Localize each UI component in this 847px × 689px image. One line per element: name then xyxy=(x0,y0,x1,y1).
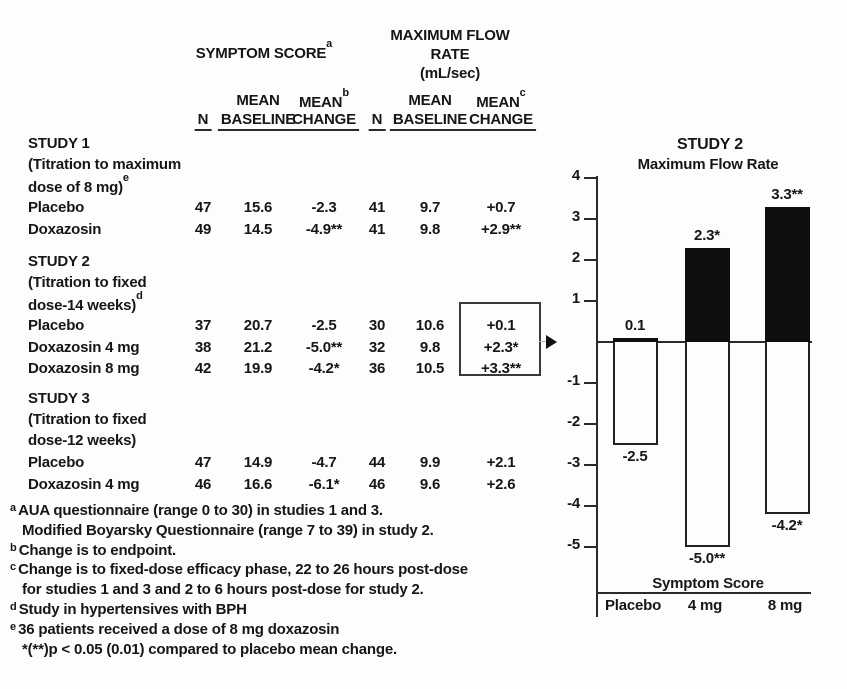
max-flow-line1: MAXIMUM FLOW xyxy=(390,27,510,44)
column-header: BASELINE xyxy=(390,111,470,131)
y-axis-tick xyxy=(584,423,597,425)
footnote-marker: b xyxy=(10,542,17,554)
y-axis-tick-label: -4 xyxy=(567,495,580,512)
y-axis-tick-label: -1 xyxy=(567,372,580,389)
footnote-marker: c xyxy=(10,561,17,573)
column-header-top: MEAN$^c$ xyxy=(476,87,526,111)
column-header-top: MEAN$^b$ xyxy=(298,87,350,111)
table-cell: 9.9 xyxy=(419,454,441,471)
table-cell: +3.3** xyxy=(480,360,522,377)
footnote-marker: d xyxy=(10,601,17,613)
table-cell: 20.7 xyxy=(243,317,273,334)
table-cell: 10.6 xyxy=(415,317,445,334)
table-cell: -2.5 xyxy=(311,317,337,334)
study-title: STUDY 1 xyxy=(28,135,90,152)
symptom-score-bar xyxy=(613,342,658,445)
symptom-score-bar xyxy=(765,342,810,514)
symptom-score-bar-value: -5.0** xyxy=(688,550,726,567)
y-axis-tick xyxy=(584,505,597,507)
table-cell: 9.8 xyxy=(419,221,441,238)
flow-rate-bar-value: 3.3** xyxy=(771,186,803,203)
y-axis-tick-label: -5 xyxy=(567,536,580,553)
table-cell: 47 xyxy=(194,454,212,471)
flow-rate-bar xyxy=(685,248,730,342)
y-axis-tick xyxy=(584,546,597,548)
study-title: STUDY 2 xyxy=(28,253,90,270)
table-cell: 37 xyxy=(194,317,212,334)
table-cell: 42 xyxy=(194,360,212,377)
max-flow-line3: (mL/sec) xyxy=(419,65,481,82)
table-cell: +2.3* xyxy=(483,339,519,356)
x-axis-category-label: Placebo xyxy=(604,597,662,614)
table-cell: 41 xyxy=(368,221,386,238)
column-header: BASELINE xyxy=(218,111,298,131)
table-cell: -5.0** xyxy=(305,339,343,356)
y-axis-tick xyxy=(584,218,597,220)
treatment-row-label: Placebo xyxy=(28,199,85,216)
column-header-top: MEAN xyxy=(236,92,280,109)
table-cell: -2.3 xyxy=(311,199,337,216)
table-cell: 15.6 xyxy=(243,199,273,216)
table-cell: 9.7 xyxy=(419,199,441,216)
column-header: CHANGE xyxy=(289,111,359,131)
flow-rate-bar xyxy=(765,207,810,342)
flow-rate-bar-value: 0.1 xyxy=(624,317,646,334)
table-cell: 14.9 xyxy=(243,454,273,471)
footnote-line: $^b$ Change is to endpoint. xyxy=(10,542,176,559)
column-header-footnote-ref: c xyxy=(519,87,526,99)
table-cell: +2.1 xyxy=(486,454,516,471)
table-cell: -4.2* xyxy=(308,360,340,377)
treatment-row-label: Doxazosin 4 mg xyxy=(28,476,140,493)
treatment-row-label: Doxazosin xyxy=(28,221,102,238)
table-cell: -4.7 xyxy=(311,454,337,471)
symptom-score-label: SYMPTOM SCORE xyxy=(195,45,327,62)
study-subtitle: (Titration to fixed xyxy=(28,411,147,428)
table-cell: 21.2 xyxy=(243,339,273,356)
chart-subtitle: Maximum Flow Rate xyxy=(637,156,779,173)
table-cell: 10.5 xyxy=(415,360,445,377)
table-cell: -4.9** xyxy=(305,221,343,238)
flow-rate-bar-value: 2.3* xyxy=(694,227,720,244)
y-axis-tick-label: 3 xyxy=(571,208,580,225)
y-axis-tick xyxy=(584,382,597,384)
symptom-score-bar-value: -4.2* xyxy=(771,517,803,534)
column-header-top: MEAN xyxy=(408,92,452,109)
table-cell: 14.5 xyxy=(243,221,273,238)
study-footnote-ref: e xyxy=(122,172,130,184)
table-cell: 9.6 xyxy=(419,476,441,493)
study2-flow-change-highlight-box xyxy=(459,302,541,376)
column-header-footnote-ref: b xyxy=(342,87,350,99)
column-header: CHANGE xyxy=(466,111,536,131)
table-cell: 19.9 xyxy=(243,360,273,377)
table-cell: +0.7 xyxy=(486,199,516,216)
y-axis-line xyxy=(596,176,598,617)
y-axis-tick xyxy=(584,300,597,302)
table-cell: 46 xyxy=(368,476,386,493)
study-subtitle: dose of 8 mg)$^e$ xyxy=(28,172,130,196)
footnote-line: $^c$ Change is to fixed-dose efficacy phase, 22 to 26 hours post-dose xyxy=(10,561,468,578)
study-subtitle: (Titration to fixed xyxy=(28,274,147,291)
y-axis-tick-label: -2 xyxy=(567,413,580,430)
y-axis-tick-label: 1 xyxy=(571,290,580,307)
footnote-line: for studies 1 and 3 and 2 to 6 hours post-dose for study 2. xyxy=(22,581,424,598)
x-axis-category-label: 8 mg xyxy=(767,597,803,614)
max-flow-group-header xyxy=(370,26,530,83)
table-cell: +0.1 xyxy=(486,317,516,334)
table-cell: -6.1* xyxy=(308,476,340,493)
arrow-right-icon xyxy=(546,335,557,349)
symptom-score-bar-value: -2.5 xyxy=(622,448,648,465)
study-footnote-ref: d xyxy=(136,290,143,302)
footnote-marker: a xyxy=(10,502,17,514)
x-axis-label-line xyxy=(598,592,811,594)
table-cell: 30 xyxy=(368,317,386,334)
table-cell: 47 xyxy=(194,199,212,216)
table-cell: 9.8 xyxy=(419,339,441,356)
treatment-row-label: Doxazosin 4 mg xyxy=(28,339,140,356)
table-cell: +2.9** xyxy=(480,221,522,238)
footnote-line: Modified Boyarsky Questionnaire (range 7 to 39) in study 2. xyxy=(22,522,434,539)
table-cell: 16.6 xyxy=(243,476,273,493)
study-subtitle: dose-12 weeks) xyxy=(28,432,137,449)
chart-xaxis-group-label: Symptom Score xyxy=(652,575,764,592)
footnote-line: $^a$ AUA questionnaire (range 0 to 30) in studies 1 and 3. xyxy=(10,502,383,519)
column-header: N xyxy=(195,111,212,131)
study-title: STUDY 3 xyxy=(28,390,90,407)
chart-title: STUDY 2 xyxy=(677,136,743,153)
table-cell: 38 xyxy=(194,339,212,356)
table-cell: 36 xyxy=(368,360,386,377)
table-cell: +2.6 xyxy=(486,476,516,493)
y-axis-tick-label: 2 xyxy=(571,249,580,266)
footnote-line: *(**)p < 0.05 (0.01) compared to placebo mean change. xyxy=(22,641,397,658)
table-cell: 32 xyxy=(368,339,386,356)
y-axis-tick-label: -3 xyxy=(567,454,580,471)
study-subtitle: dose-14 weeks)$^d$ xyxy=(28,290,143,314)
x-axis-category-label: 4 mg xyxy=(687,597,723,614)
table-cell: 49 xyxy=(194,221,212,238)
y-axis-tick xyxy=(584,177,597,179)
max-flow-line2: RATE xyxy=(430,46,470,63)
table-cell: 46 xyxy=(194,476,212,493)
study-subtitle: (Titration to maximum xyxy=(28,156,182,173)
symptom-score-bar xyxy=(685,342,730,547)
treatment-row-label: Placebo xyxy=(28,317,85,334)
y-axis-tick xyxy=(584,259,597,261)
footnote-line: $^d$ Study in hypertensives with BPH xyxy=(10,601,247,618)
footnote-line: $^e$ 36 patients received a dose of 8 mg doxazosin xyxy=(10,621,340,638)
symptom-score-footnote-ref: a xyxy=(326,38,333,50)
treatment-row-label: Placebo xyxy=(28,454,85,471)
treatment-row-label: Doxazosin 8 mg xyxy=(28,360,140,377)
footnote-marker: e xyxy=(10,621,17,633)
table-cell: 44 xyxy=(368,454,386,471)
y-axis-tick-label: 4 xyxy=(571,167,580,184)
column-header: N xyxy=(369,111,386,131)
table-cell: 41 xyxy=(368,199,386,216)
